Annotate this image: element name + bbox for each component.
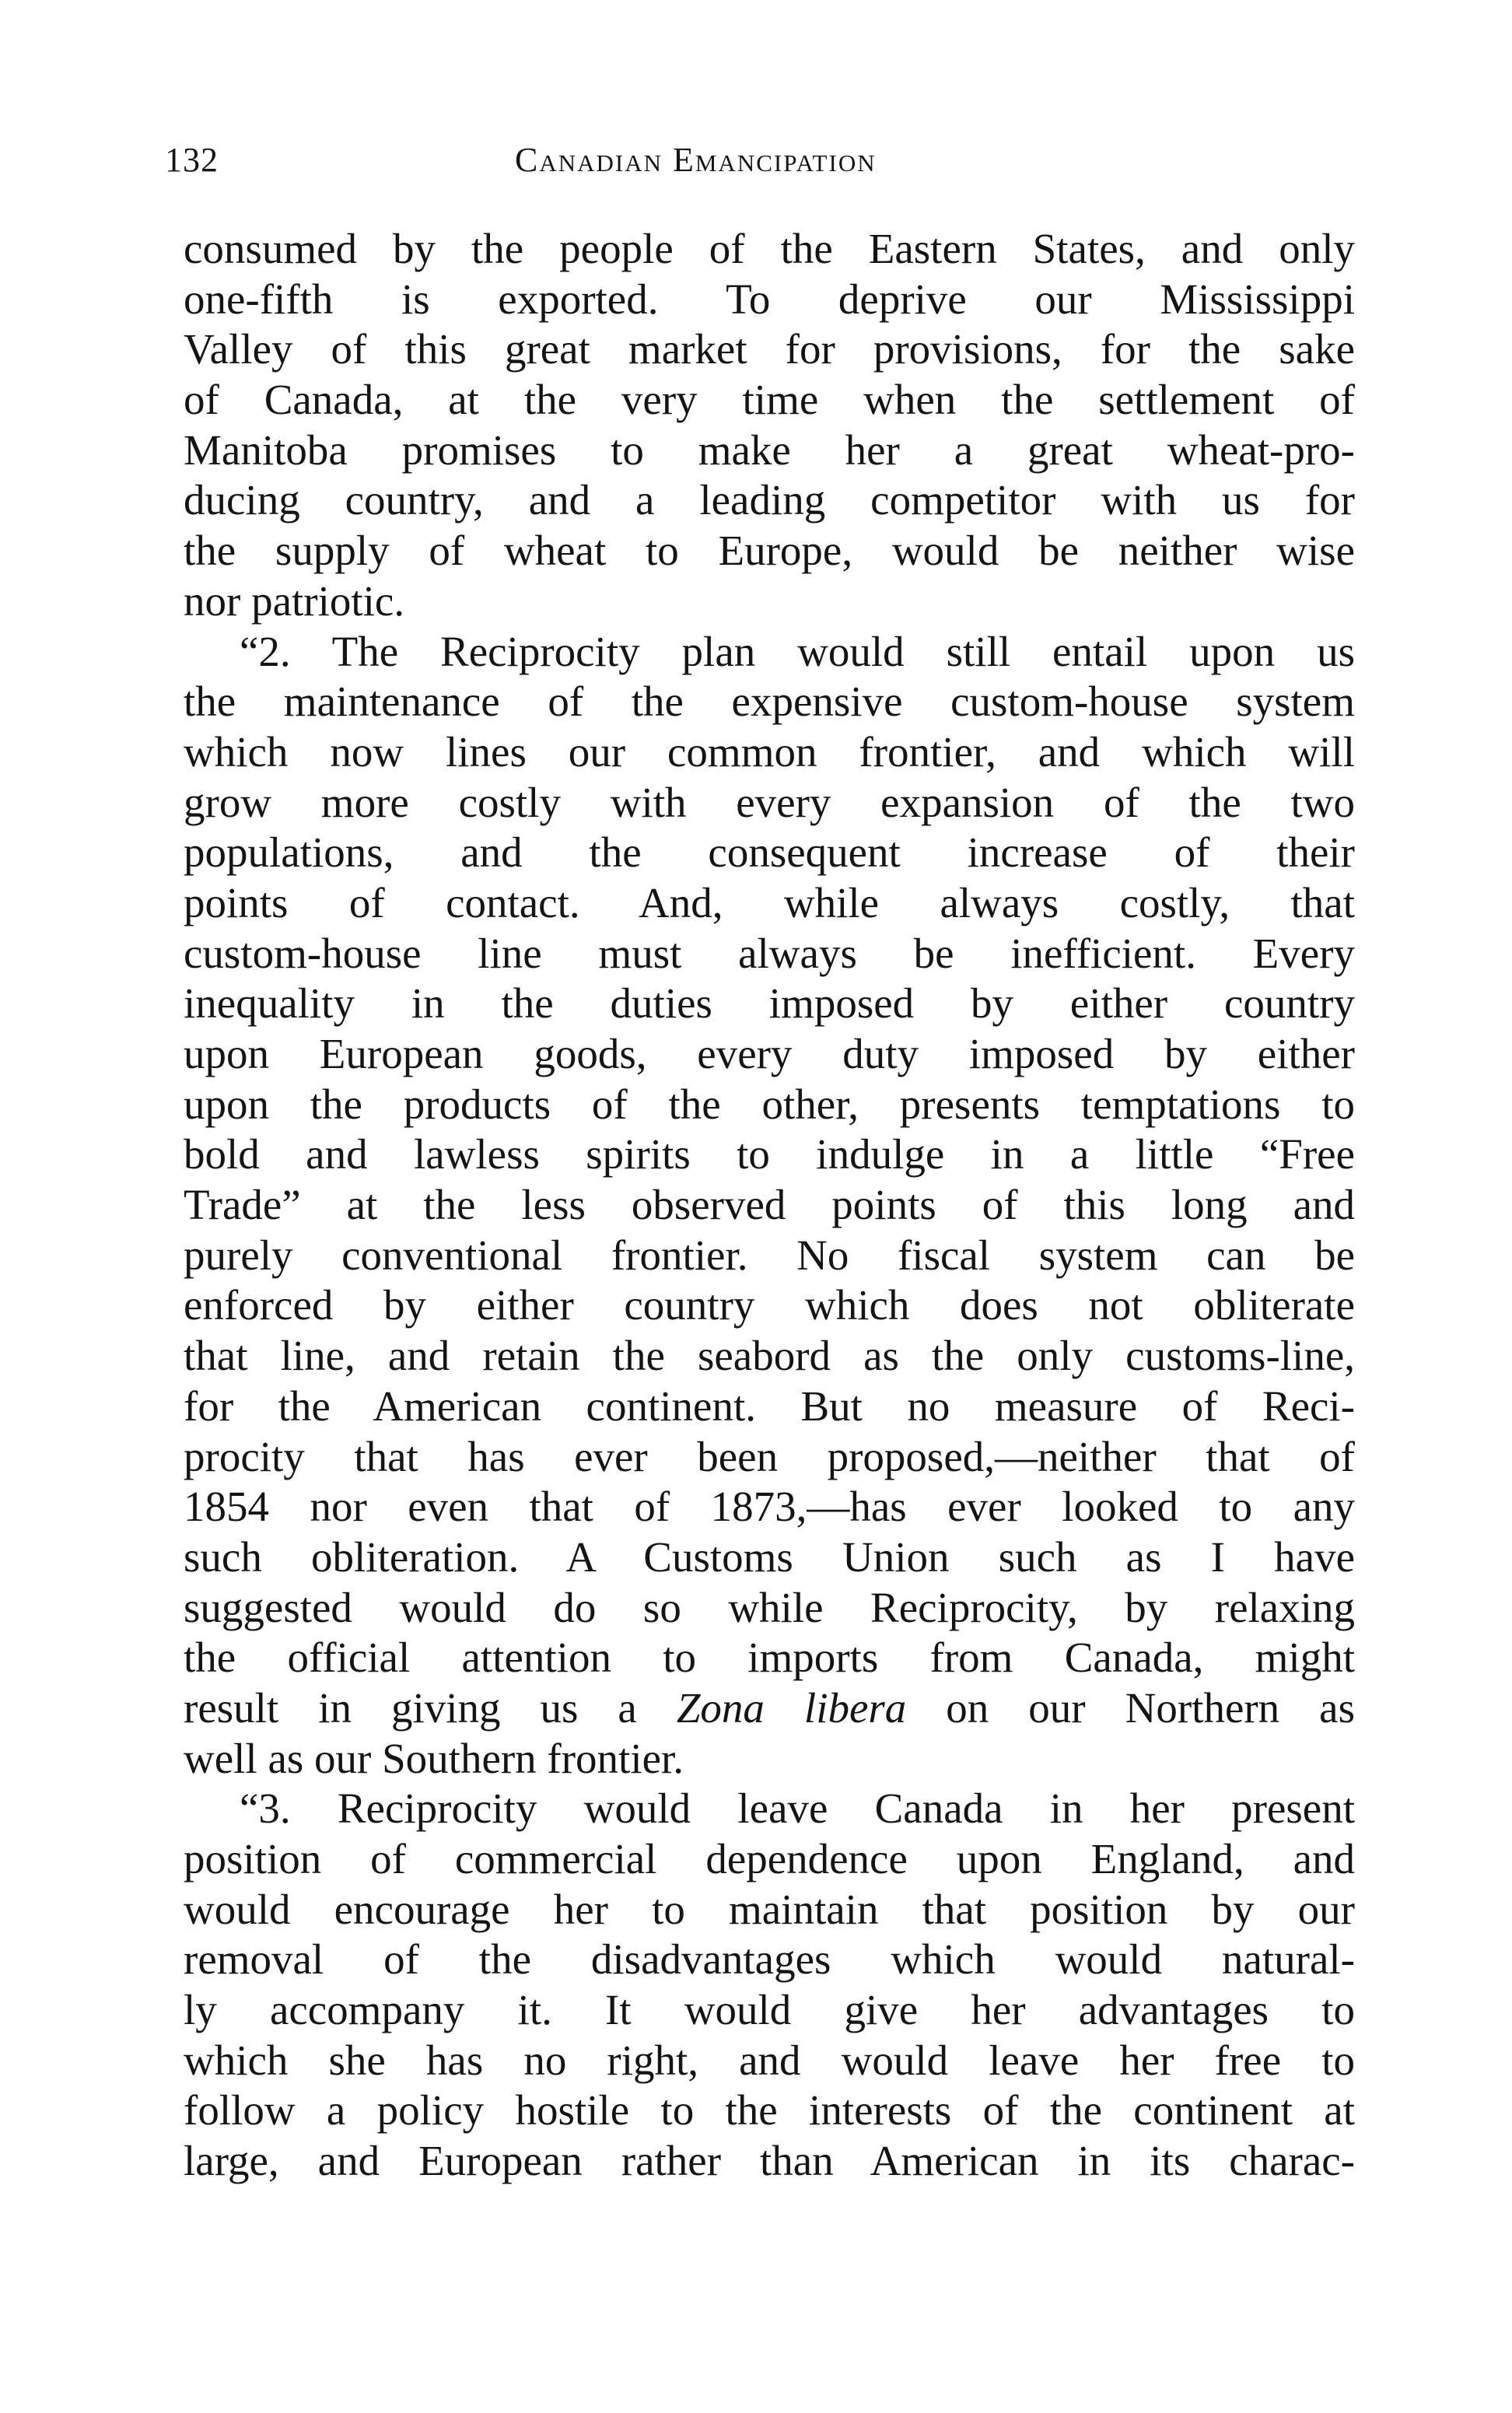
text-line: ly accompany it. It would give her advantages to	[184, 1986, 1355, 2034]
text-line: that line, and retain the seabord as the only customs-line,	[184, 1332, 1355, 1380]
text-line: one-fifth is exported. To deprive our Mississippi	[184, 275, 1355, 323]
text-line: well as our Southern frontier.	[184, 1734, 684, 1782]
text-line: purely conventional frontier. No fiscal system can be	[184, 1231, 1355, 1279]
text-line: bold and lawless spirits to indulge in a little “Free	[184, 1130, 1355, 1178]
text-line: would encourage her to maintain that position by our	[184, 1885, 1355, 1933]
text-line: for the American continent. But no measure of Reci-	[184, 1382, 1355, 1430]
text-line: removal of the disadvantages which would natural-	[184, 1935, 1355, 1984]
body-text	[184, 224, 1355, 2187]
text-line: upon the products of the other, presents temptations to	[184, 1080, 1355, 1128]
text-line: upon European goods, every duty imposed by either	[184, 1030, 1355, 1077]
text-line: “2. The Reciprocity plan would still entail upon us	[240, 627, 1355, 675]
text-line: inequality in the duties imposed by either country	[184, 979, 1355, 1028]
text-line: the official attention to imports from Canada, might	[184, 1634, 1355, 1682]
text-line: which now lines our common frontier, and which will	[184, 727, 1355, 776]
text-line: nor patriotic.	[184, 576, 405, 625]
text-line: the maintenance of the expensive custom-house system	[184, 678, 1355, 726]
text-line: Valley of this great market for provisions, for the sake	[184, 325, 1355, 373]
text-line: follow a policy hostile to the interests of the continent at	[184, 2086, 1355, 2135]
text-line: suggested would do so while Reciprocity, by relaxing	[184, 1583, 1355, 1631]
text-line: the supply of wheat to Europe, would be neither wise	[184, 527, 1355, 575]
page-number: 132	[165, 141, 219, 179]
text-line: consumed by the people of the Eastern States, and only	[184, 225, 1355, 272]
text-line: position of commercial dependence upon England, and	[184, 1835, 1355, 1882]
text-line: populations, and the consequent increase of their	[184, 828, 1355, 877]
text-segment: on our Northern as	[906, 1683, 1355, 1732]
text-line: “3. Reciprocity would leave Canada in her present	[240, 1784, 1355, 1833]
text-line: 1854 nor even that of 1873,—has ever looked to any	[184, 1483, 1355, 1531]
page-header	[165, 140, 1355, 187]
text-line-with-italic	[184, 1683, 1355, 1734]
text-line: points of contact. And, while always costly, that	[184, 878, 1355, 926]
text-line: such obliteration. A Customs Union such as I have	[184, 1532, 1355, 1581]
text-line: procity that has ever been proposed,—neither that of	[184, 1432, 1355, 1480]
running-head: Canadian Emancipation	[515, 141, 877, 179]
text-line: large, and European rather than American in its charac-	[184, 2137, 1355, 2185]
text-segment: result in giving us a	[184, 1683, 677, 1732]
text-line: grow more costly with every expansion of the two	[184, 778, 1355, 826]
text-line: Manitoba promises to make her a great wheat-pro-	[184, 426, 1355, 474]
text-line: of Canada, at the very time when the settlement of	[184, 376, 1355, 424]
text-line: custom-house line must always be inefficient. Every	[184, 929, 1355, 977]
text-line: enforced by either country which does not obliterate	[184, 1281, 1355, 1329]
text-line: Trade” at the less observed points of this long and	[184, 1181, 1355, 1229]
italic-phrase: Zona libera	[676, 1683, 907, 1732]
text-line: which she has no right, and would leave her free to	[184, 2036, 1355, 2084]
text-line: ducing country, and a leading competitor with us for	[184, 476, 1355, 524]
